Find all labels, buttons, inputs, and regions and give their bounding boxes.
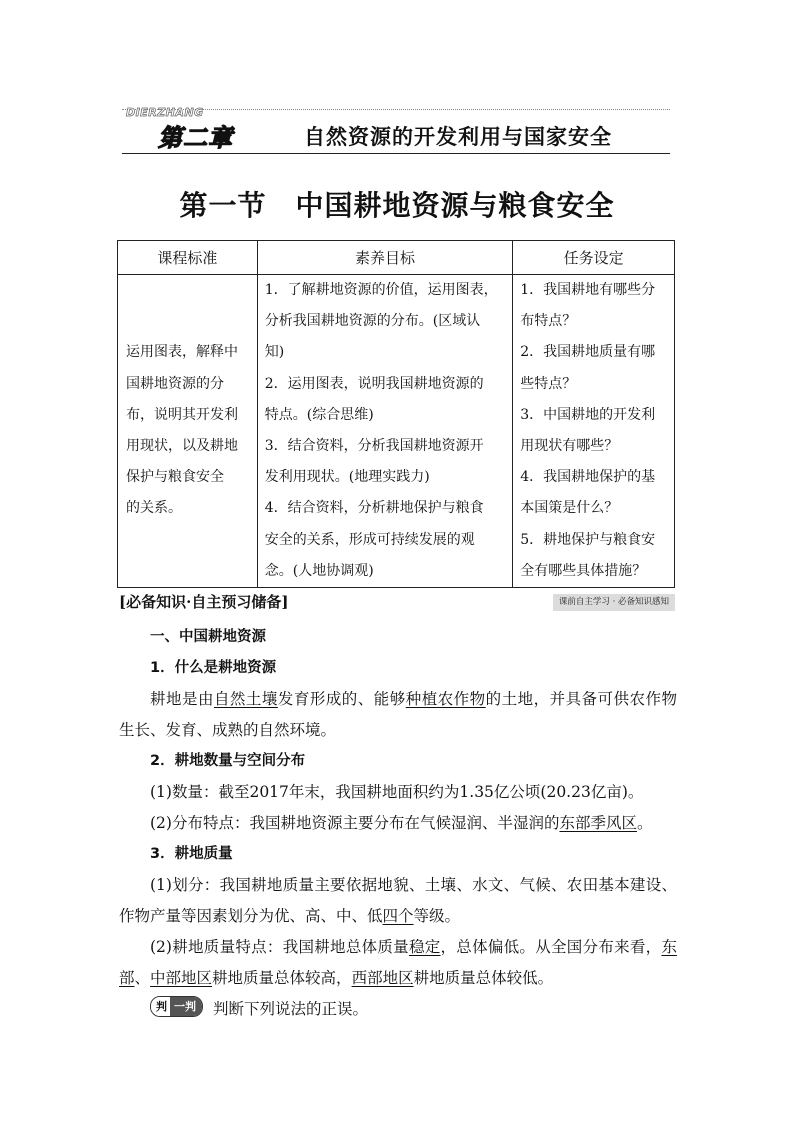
goals-cell (257, 275, 513, 588)
paragraph-distribution (119, 808, 677, 839)
paragraph-classification (119, 870, 677, 932)
text-span: ，总体偏低。从全国分布来看， (440, 938, 662, 956)
standard-line: 布，说明其开发利 (126, 406, 238, 423)
text-span: 、 (134, 969, 151, 987)
paragraph-definition (119, 684, 677, 746)
subheading-quantity-distribution: 2．耕地数量与空间分布 (150, 753, 306, 769)
paragraph-quantity: (1)数量：截至2017年末，我国耕地面积约为1.35亿公顷(20.23亿亩)。 (150, 783, 644, 801)
objectives-table (117, 240, 675, 588)
goal-line: 分析我国耕地资源的分布。(区域认 (264, 313, 481, 330)
section-title: 第一节 中国耕地资源与粮食安全 (179, 189, 615, 222)
text-span: (2)分布特点：我国耕地资源主要分布在气候湿润、半湿润的 (150, 814, 560, 832)
subheading-what-is-cultivated-land: 1．什么是耕地资源 (150, 660, 277, 676)
text-span: 的土地，并具备可供农作物生长、发育、成熟的自然环境。 (119, 690, 677, 739)
task-line: 些特点？ (520, 375, 577, 392)
text-span: 发育形成的、能够 (277, 690, 406, 708)
table-header-row (118, 241, 675, 275)
task-line: 本国策是什么？ (520, 500, 619, 517)
standard-cell (118, 275, 258, 588)
chapter-number: 第二章 (158, 124, 233, 152)
text-span: 耕地是由 (150, 690, 214, 708)
underlined-term: 种植农作物 (405, 690, 486, 708)
goal-line: 1．了解耕地资源的价值，运用图表， (264, 282, 498, 298)
text-span: (2)耕地质量特点：我国耕地总体质量 (150, 938, 409, 956)
goal-line: 3．结合资料，分析我国耕地资源开 (264, 438, 484, 455)
body-content (119, 622, 677, 1025)
underlined-term: 西部地区 (351, 969, 414, 987)
goal-line: 特点。(综合思维) (264, 406, 374, 423)
chapter-header (122, 104, 670, 154)
task-line: 2．我国耕地质量有哪 (520, 344, 656, 361)
judge-line (119, 994, 677, 1025)
underlined-term: 中部地区 (150, 969, 213, 987)
goal-line: 4．结合资料，分析耕地保护与粮食 (264, 500, 484, 517)
underlined-term: 东部 (119, 938, 677, 987)
task-line: 用现状有哪些？ (520, 438, 619, 455)
standard-line: 的关系。 (126, 500, 182, 517)
standard-line: 国耕地资源的分 (126, 375, 224, 392)
header-standard: 课程标准 (118, 241, 258, 275)
judge-instruction: 判断下列说法的正误。 (213, 1000, 369, 1018)
chapter-pinyin: DIERZHANG (126, 106, 204, 119)
knowledge-banner (117, 590, 675, 614)
standard-line: 用现状，以及耕地 (126, 438, 238, 455)
header-dotted-rule (122, 109, 670, 110)
underlined-term: 稳定 (408, 938, 441, 956)
task-line: 5．耕地保护与粮食安 (520, 531, 656, 548)
task-line: 布特点？ (520, 313, 577, 330)
standard-line: 运用图表，解释中 (126, 344, 238, 361)
paragraph-quality-features (119, 932, 677, 994)
tasks-cell (513, 275, 675, 588)
text-span: 耕地质量总体较低。 (413, 969, 554, 987)
task-line: 3．中国耕地的开发利 (520, 406, 656, 423)
judge-badge-right: 一判 (170, 997, 202, 1016)
underlined-term: 东部季风区 (559, 814, 637, 832)
text-span: 等级。 (413, 907, 461, 925)
goal-line: 安全的关系，形成可持续发展的观 (264, 531, 475, 548)
task-line: 全有哪些具体措施？ (520, 562, 647, 579)
goal-line: 2．运用图表，说明我国耕地资源的 (264, 375, 484, 392)
header-tasks: 任务设定 (513, 241, 675, 275)
text-span: (1)划分：我国耕地质量主要依据地貌、土壤、水文、气候、农田基本建设、作物产量等因素划分为优、高、中、低 (119, 876, 677, 925)
subheading-land-quality: 3．耕地质量 (150, 846, 233, 862)
chapter-title: 自然资源的开发利用与国家安全 (304, 124, 612, 149)
judge-badge (150, 996, 203, 1017)
table-row (118, 275, 675, 588)
task-line: 1．我国耕地有哪些分 (520, 282, 656, 298)
underlined-term: 四个 (382, 907, 414, 925)
goal-line: 知) (264, 344, 285, 361)
text-span: 。 (636, 814, 653, 832)
judge-badge-left: 判 (151, 997, 170, 1016)
header-solid-rule (122, 153, 670, 154)
banner-tag: 课前自主学习 · 必备知识感知 (553, 594, 675, 611)
goal-line: 发利用现状。(地理实践力) (264, 469, 430, 486)
task-line: 4．我国耕地保护的基 (520, 469, 656, 486)
header-goals: 素养目标 (257, 241, 513, 275)
standard-line: 保护与粮食安全 (126, 469, 224, 486)
heading-cultivated-land-resources: 一、中国耕地资源 (150, 629, 266, 645)
goal-line: 念。(人地协调观) (264, 562, 374, 579)
banner-title: [必备知识·自主预习储备] (119, 593, 289, 611)
text-span: 耕地质量总体较高， (212, 969, 352, 987)
underlined-term: 自然土壤 (213, 690, 278, 708)
